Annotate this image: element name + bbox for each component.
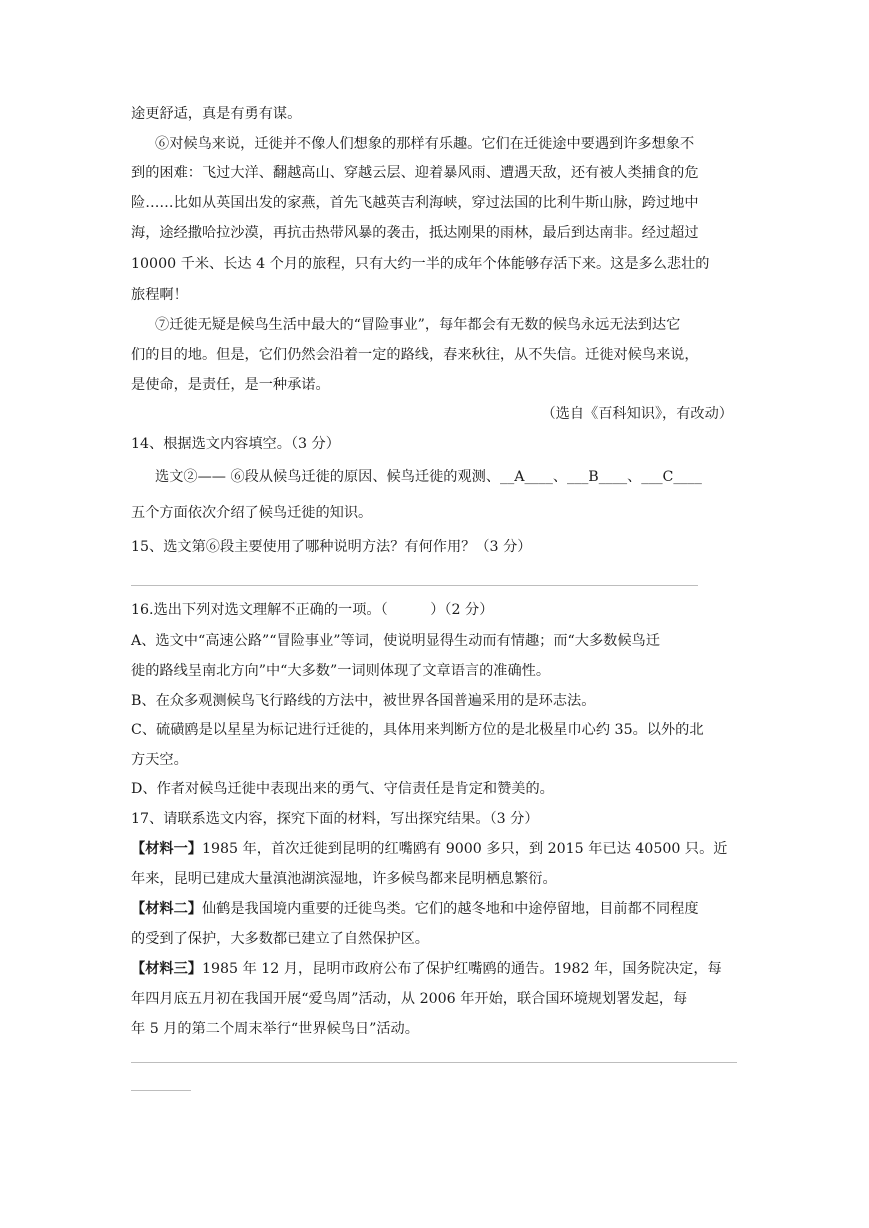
question-15-title: 15、选文第⑥段主要使用了哪种说明方法？有何作用？（3 分） (131, 539, 532, 555)
material-2-cont: 的受到了保护，大多数都已建立了自然保护区。 (131, 931, 429, 947)
passage-line: 险……比如从英国出发的家燕，首先飞越英吉利海峡，穿过法国的比利牛斯山脉，跨过地中 (131, 195, 699, 211)
passage-line: 到的困难：飞过大洋、翻越高山、穿越云层、迎着暴风雨、遭遇天敌，还有被人类捕食的危 (131, 165, 699, 181)
option-c-cont: 方天空。 (131, 752, 188, 768)
material-2 (131, 899, 743, 919)
option-a-cont: 徙的路线呈南北方向”中“大多数”一词则体现了文章语言的准确性。 (131, 663, 551, 679)
material-1-label: 【材料一】 (131, 841, 202, 857)
option-a: A、选文中“高速公路”“冒险事业”等词，使说明显得生动而有情趣；而“大多数候鸟迁 (131, 633, 660, 649)
question-17-title: 17、请联系选文内容，探究下面的材料，写出探究结果。（3 分） (131, 811, 539, 827)
answer-line-17-short[interactable] (131, 1090, 191, 1091)
option-d: D、作者对候鸟迁徙中表现出来的勇气、守信责任是肯定和赞美的。 (131, 781, 554, 797)
answer-line-17[interactable] (131, 1062, 737, 1063)
question-14-title: 14、根据选文内容填空。（3 分） (131, 436, 340, 452)
passage-line: 是使命，是责任，是一种承诺。 (131, 377, 330, 393)
material-1 (131, 839, 743, 859)
passage-paragraph-7: ⑦迁徙无疑是候鸟生活中最大的“冒险事业”，每年都会有无数的候鸟永远无法到达它 (155, 317, 681, 333)
material-1-text: 1985 年，首次迁徙到昆明的红嘴鸥有 9000 多只，到 2015 年已达 40500 只。近 (201, 841, 728, 857)
option-b: B、在众多观测候鸟飞行路线的方法中，被世界各国普遍采用的是环志法。 (131, 693, 596, 709)
material-3-text: 1985 年 12 月，昆明市政府公布了保护红嘴鸥的通告。1982 年，国务院决定，每 (201, 961, 722, 977)
material-2-text: 仙鹤是我国境内重要的迁徙鸟类。它们的越冬地和中途停留地，目前都不同程度 (201, 901, 699, 917)
passage-line: 旅程啊！ (131, 287, 188, 303)
option-c: C、硫磺鸥是以星星为标记进行迁徙的，具体用来判断方位的是北极星巾心约 35。以外的北 (131, 722, 704, 738)
material-1-cont: 年来，昆明已建成大量滇池湖滨湿地，许多候鸟都来昆明栖息繁衍。 (131, 871, 557, 887)
material-3-cont-2: 年 5 月的第二个周末举行“世界候鸟日”活动。 (131, 1021, 419, 1037)
question-14-fill-line-2: 五个方面依次介绍了候鸟迁徙的知识。 (131, 505, 373, 521)
passage-line: 们的目的地。但是，它们仍然会沿着一定的路线，春来秋往，从不失信。迁徙对候鸟来说， (131, 347, 699, 363)
material-2-label: 【材料二】 (131, 901, 202, 917)
passage-line: 海，途经撒哈拉沙漠，再抗击热带风暴的袭击，抵达刚果的雨林，最后到达南非。经过超过 (131, 225, 699, 241)
passage-source: （选自《百科知识》，有改动） (541, 406, 733, 422)
question-16-title: 16.选出下列对选文理解不正确的一项。（ ）（2 分） (131, 602, 494, 618)
material-3-label: 【材料三】 (131, 961, 202, 977)
passage-paragraph-6: ⑥对候鸟来说，迁徙并不像人们想象的那样有乐趣。它们在迁徙途中要遇到许多想象不 (155, 136, 695, 152)
passage-line: 途更舒适，真是有勇有谋。 (131, 106, 302, 122)
question-14-fill-line: 选文②—— ⑥段从候鸟迁徙的原因、候鸟迁徙的观测、__A____、___B____、___C____ (155, 469, 702, 485)
answer-line-15[interactable] (131, 585, 698, 586)
material-3 (131, 959, 743, 979)
passage-line: 10000 千米、长达 4 个月的旅程，只有大约一半的成年个体能够存活下来。这是多么悲壮的 (131, 256, 710, 272)
material-3-cont: 年四月底五月初在我国开展“爱鸟周”活动，从 2006 年开始，联合国环境规划署发起，每 (131, 991, 688, 1007)
